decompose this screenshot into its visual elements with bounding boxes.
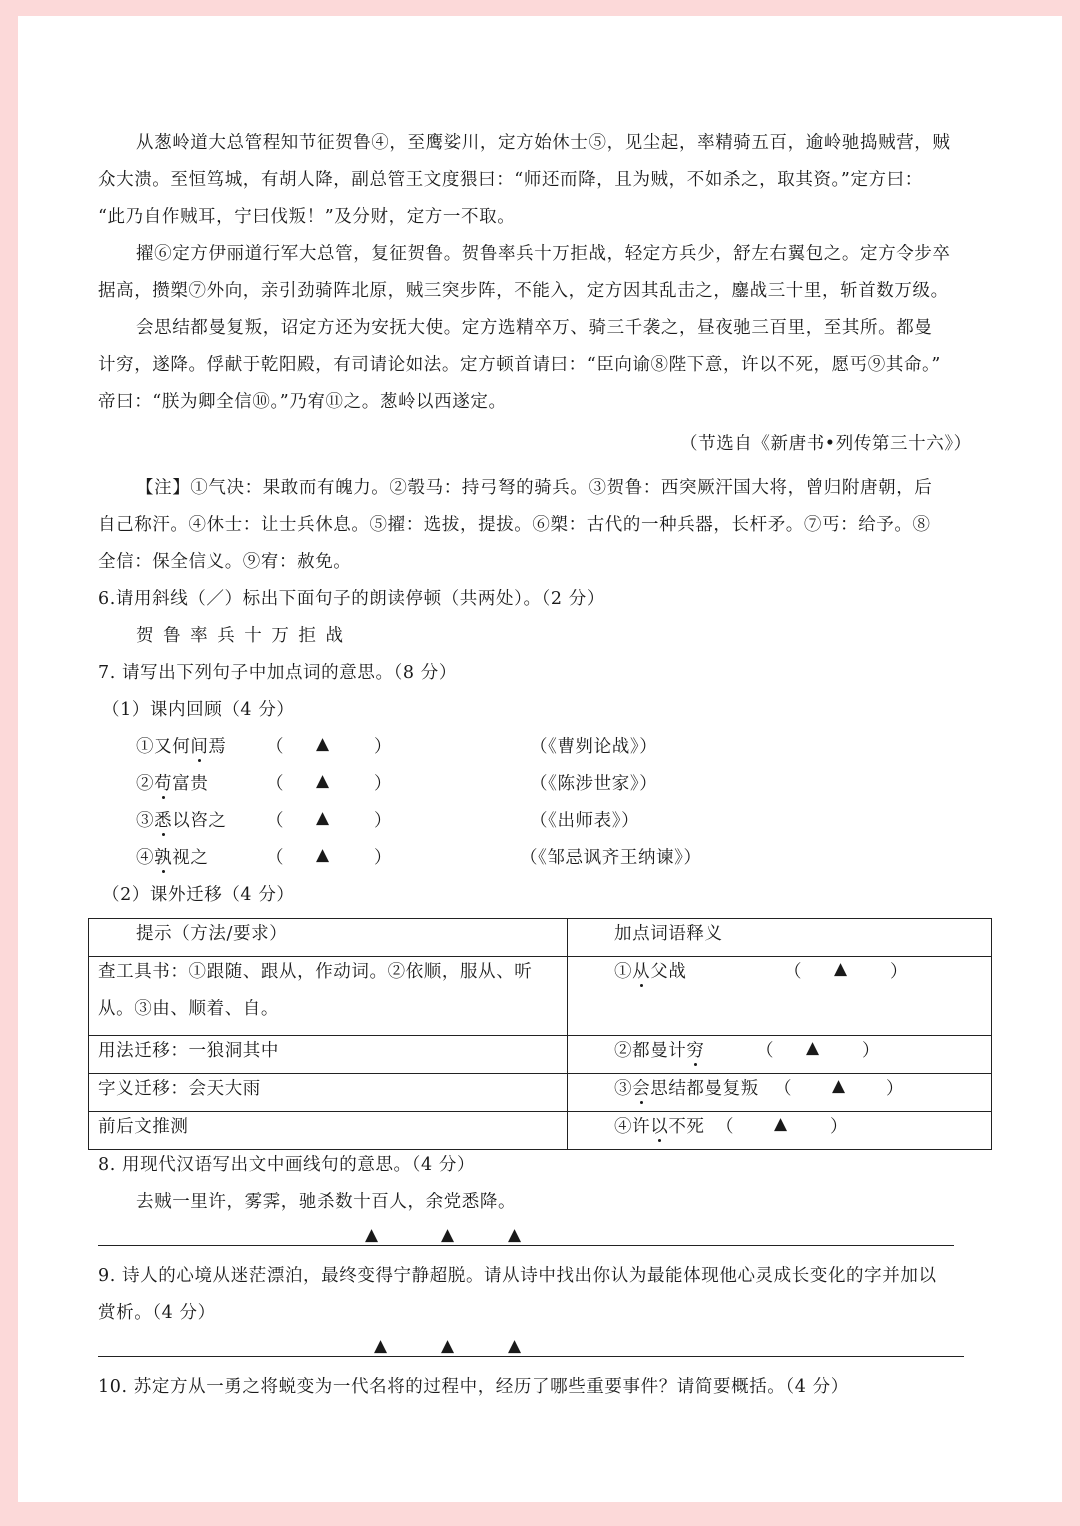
q8-sentence: 去贼一里许，雾霁，驰杀数十百人，余党悉降。 — [136, 1192, 517, 1212]
answer-triangle: ▲ — [316, 734, 330, 754]
question-6: 6.请用斜线（／）标出下面句子的朗读停顿（共两处）。（2 分） — [98, 589, 605, 609]
q7-item-4-source: （《邹忌讽齐王纳谏》） — [520, 848, 702, 868]
close-paren: ） — [862, 1041, 881, 1061]
exam-page — [18, 16, 1062, 1502]
table-row3-hint: 字义迁移：会天大雨 — [98, 1079, 261, 1099]
passage-line-4: 擢⑥定方伊丽道行军大总管，复征贺鲁。贺鲁率兵十万拒战，轻定方兵少，舒左右翼包之。定方令步卒 — [136, 244, 951, 264]
q7-item-1-source: （《曹刿论战》） — [530, 737, 658, 757]
table-row2-word: ②都曼计穷 — [614, 1041, 705, 1061]
q7-item-2: ②苟富贵 — [136, 774, 209, 794]
table-border — [88, 918, 992, 919]
passage-line-7: 计穷，遂降。俘献于乾阳殿，有司请论如法。定方顿首请曰：“臣向谕⑧陛下意，许以不死，愿丐⑨其命。” — [98, 355, 941, 375]
close-paren: ） — [374, 811, 393, 831]
open-paren: （ — [784, 962, 803, 982]
open-paren: （ — [266, 737, 285, 757]
open-paren: （ — [756, 1041, 775, 1061]
table-border — [88, 1111, 992, 1112]
source-citation: （节选自《新唐书•列传第三十六》） — [680, 434, 972, 454]
q9-answer-line[interactable] — [98, 1356, 964, 1357]
table-border — [88, 956, 992, 957]
close-paren: ） — [890, 962, 909, 982]
table-border — [88, 1073, 992, 1074]
close-paren: ） — [374, 737, 393, 757]
answer-triangle: ▲ — [374, 1336, 388, 1356]
close-paren: ） — [374, 774, 393, 794]
table-header-hint: 提示（方法/要求） — [136, 924, 288, 944]
table-border — [991, 918, 992, 1149]
question-9-line-2: 赏析。（4 分） — [98, 1303, 216, 1323]
close-paren: ） — [830, 1117, 849, 1137]
q6-sentence: 贺 鲁 率 兵 十 万 拒 战 — [136, 626, 345, 646]
q7-item-3: ③悉以咨之 — [136, 811, 227, 831]
answer-triangle: ▲ — [316, 771, 330, 791]
answer-triangle: ▲ — [508, 1336, 522, 1356]
table-header-meaning: 加点词语释义 — [614, 924, 723, 944]
table-border — [567, 918, 568, 1149]
answer-triangle: ▲ — [441, 1336, 455, 1356]
q7-item-1: ①又何间焉 — [136, 737, 227, 757]
q7-item-2-source: （《陈涉世家》） — [530, 774, 658, 794]
question-9-line-1: 9. 诗人的心境从迷茫漂泊，最终变得宁静超脱。请从诗中找出你认为最能体现他心灵成长变化的字并加以 — [98, 1266, 937, 1286]
passage-line-8: 帝曰：“朕为卿全信⑩。”乃宥⑪之。葱岭以西遂定。 — [98, 392, 507, 412]
table-border — [88, 1035, 992, 1036]
question-8: 8. 用现代汉语写出文中画线句的意思。（4 分） — [98, 1155, 476, 1175]
answer-triangle: ▲ — [806, 1038, 820, 1058]
passage-line-3: “此乃自作贼耳，宁曰伐叛！”及分财，定方一不取。 — [98, 207, 516, 227]
notes-line-3: 全信：保全信义。⑨宥：赦免。 — [98, 552, 352, 572]
notes-line-2: 自己称汗。④休士：让士兵休息。⑤擢：选拔，提拔。⑥槊：古代的一种兵器，长杆矛。⑦丐：给予。⑧ — [98, 515, 931, 535]
passage-line-2: 众大溃。至恒笃城，有胡人降，副总管王文度猥曰：“师还而降，且为贼，不如杀之，取其资。”定方曰： — [98, 170, 923, 190]
question-10: 10. 苏定方从一勇之将蜕变为一代名将的过程中，经历了哪些重要事件？请简要概括。（4 分） — [98, 1377, 849, 1397]
answer-triangle: ▲ — [834, 959, 848, 979]
table-border — [88, 1149, 992, 1150]
table-row1-hint-a: 查工具书：①跟随、跟从，作动词。②依顺，服从、听 — [98, 962, 533, 982]
table-row2-hint: 用法迁移：一狼洞其中 — [98, 1041, 279, 1061]
table-row4-word: ④许以不死 — [614, 1117, 705, 1137]
open-paren: （ — [716, 1117, 735, 1137]
answer-triangle: ▲ — [365, 1225, 379, 1245]
answer-triangle: ▲ — [832, 1076, 846, 1096]
answer-triangle: ▲ — [774, 1114, 788, 1134]
close-paren: ） — [374, 848, 393, 868]
open-paren: （ — [266, 848, 285, 868]
answer-triangle: ▲ — [316, 845, 330, 865]
answer-triangle: ▲ — [508, 1225, 522, 1245]
open-paren: （ — [774, 1079, 793, 1099]
table-row1-hint-b: 从。③由、顺着、自。 — [98, 999, 279, 1019]
notes-line-1: 【注】①气决：果敢而有魄力。②彀马：持弓弩的骑兵。③贺鲁：西突厥汗国大将，曾归附唐朝，后 — [136, 478, 933, 498]
answer-triangle: ▲ — [316, 808, 330, 828]
close-paren: ） — [886, 1079, 905, 1099]
table-row1-word: ①从父战 — [614, 962, 687, 982]
answer-triangle: ▲ — [441, 1225, 455, 1245]
open-paren: （ — [266, 774, 285, 794]
open-paren: （ — [266, 811, 285, 831]
q7-item-3-source: （《出师表》） — [530, 811, 640, 831]
table-border — [88, 918, 89, 1149]
question-7: 7. 请写出下列句子中加点词的意思。（8 分） — [98, 663, 458, 683]
q8-answer-line[interactable] — [98, 1245, 954, 1246]
q7-part2-title: （2）课外迁移（4 分） — [102, 885, 295, 905]
passage-line-1: 从葱岭道大总管程知节征贺鲁④，至鹰娑川，定方始休士⑤，见尘起，率精骑五百，逾岭驰捣贼营，贼 — [136, 133, 951, 153]
table-row4-hint: 前后文推测 — [98, 1117, 189, 1137]
passage-line-6: 会思结都曼复叛，诏定方还为安抚大使。定方选精卒万、骑三千袭之，昼夜驰三百里，至其所。都曼 — [136, 318, 933, 338]
passage-line-5: 据高，攒槊⑦外向，亲引劲骑阵北原，贼三突步阵，不能入，定方因其乱击之，鏖战三十里，斩首数万级。 — [98, 281, 949, 301]
q7-item-4: ④孰视之 — [136, 848, 209, 868]
q7-part1-title: （1）课内回顾（4 分） — [102, 700, 295, 720]
table-row3-word: ③会思结都曼复叛 — [614, 1079, 759, 1099]
